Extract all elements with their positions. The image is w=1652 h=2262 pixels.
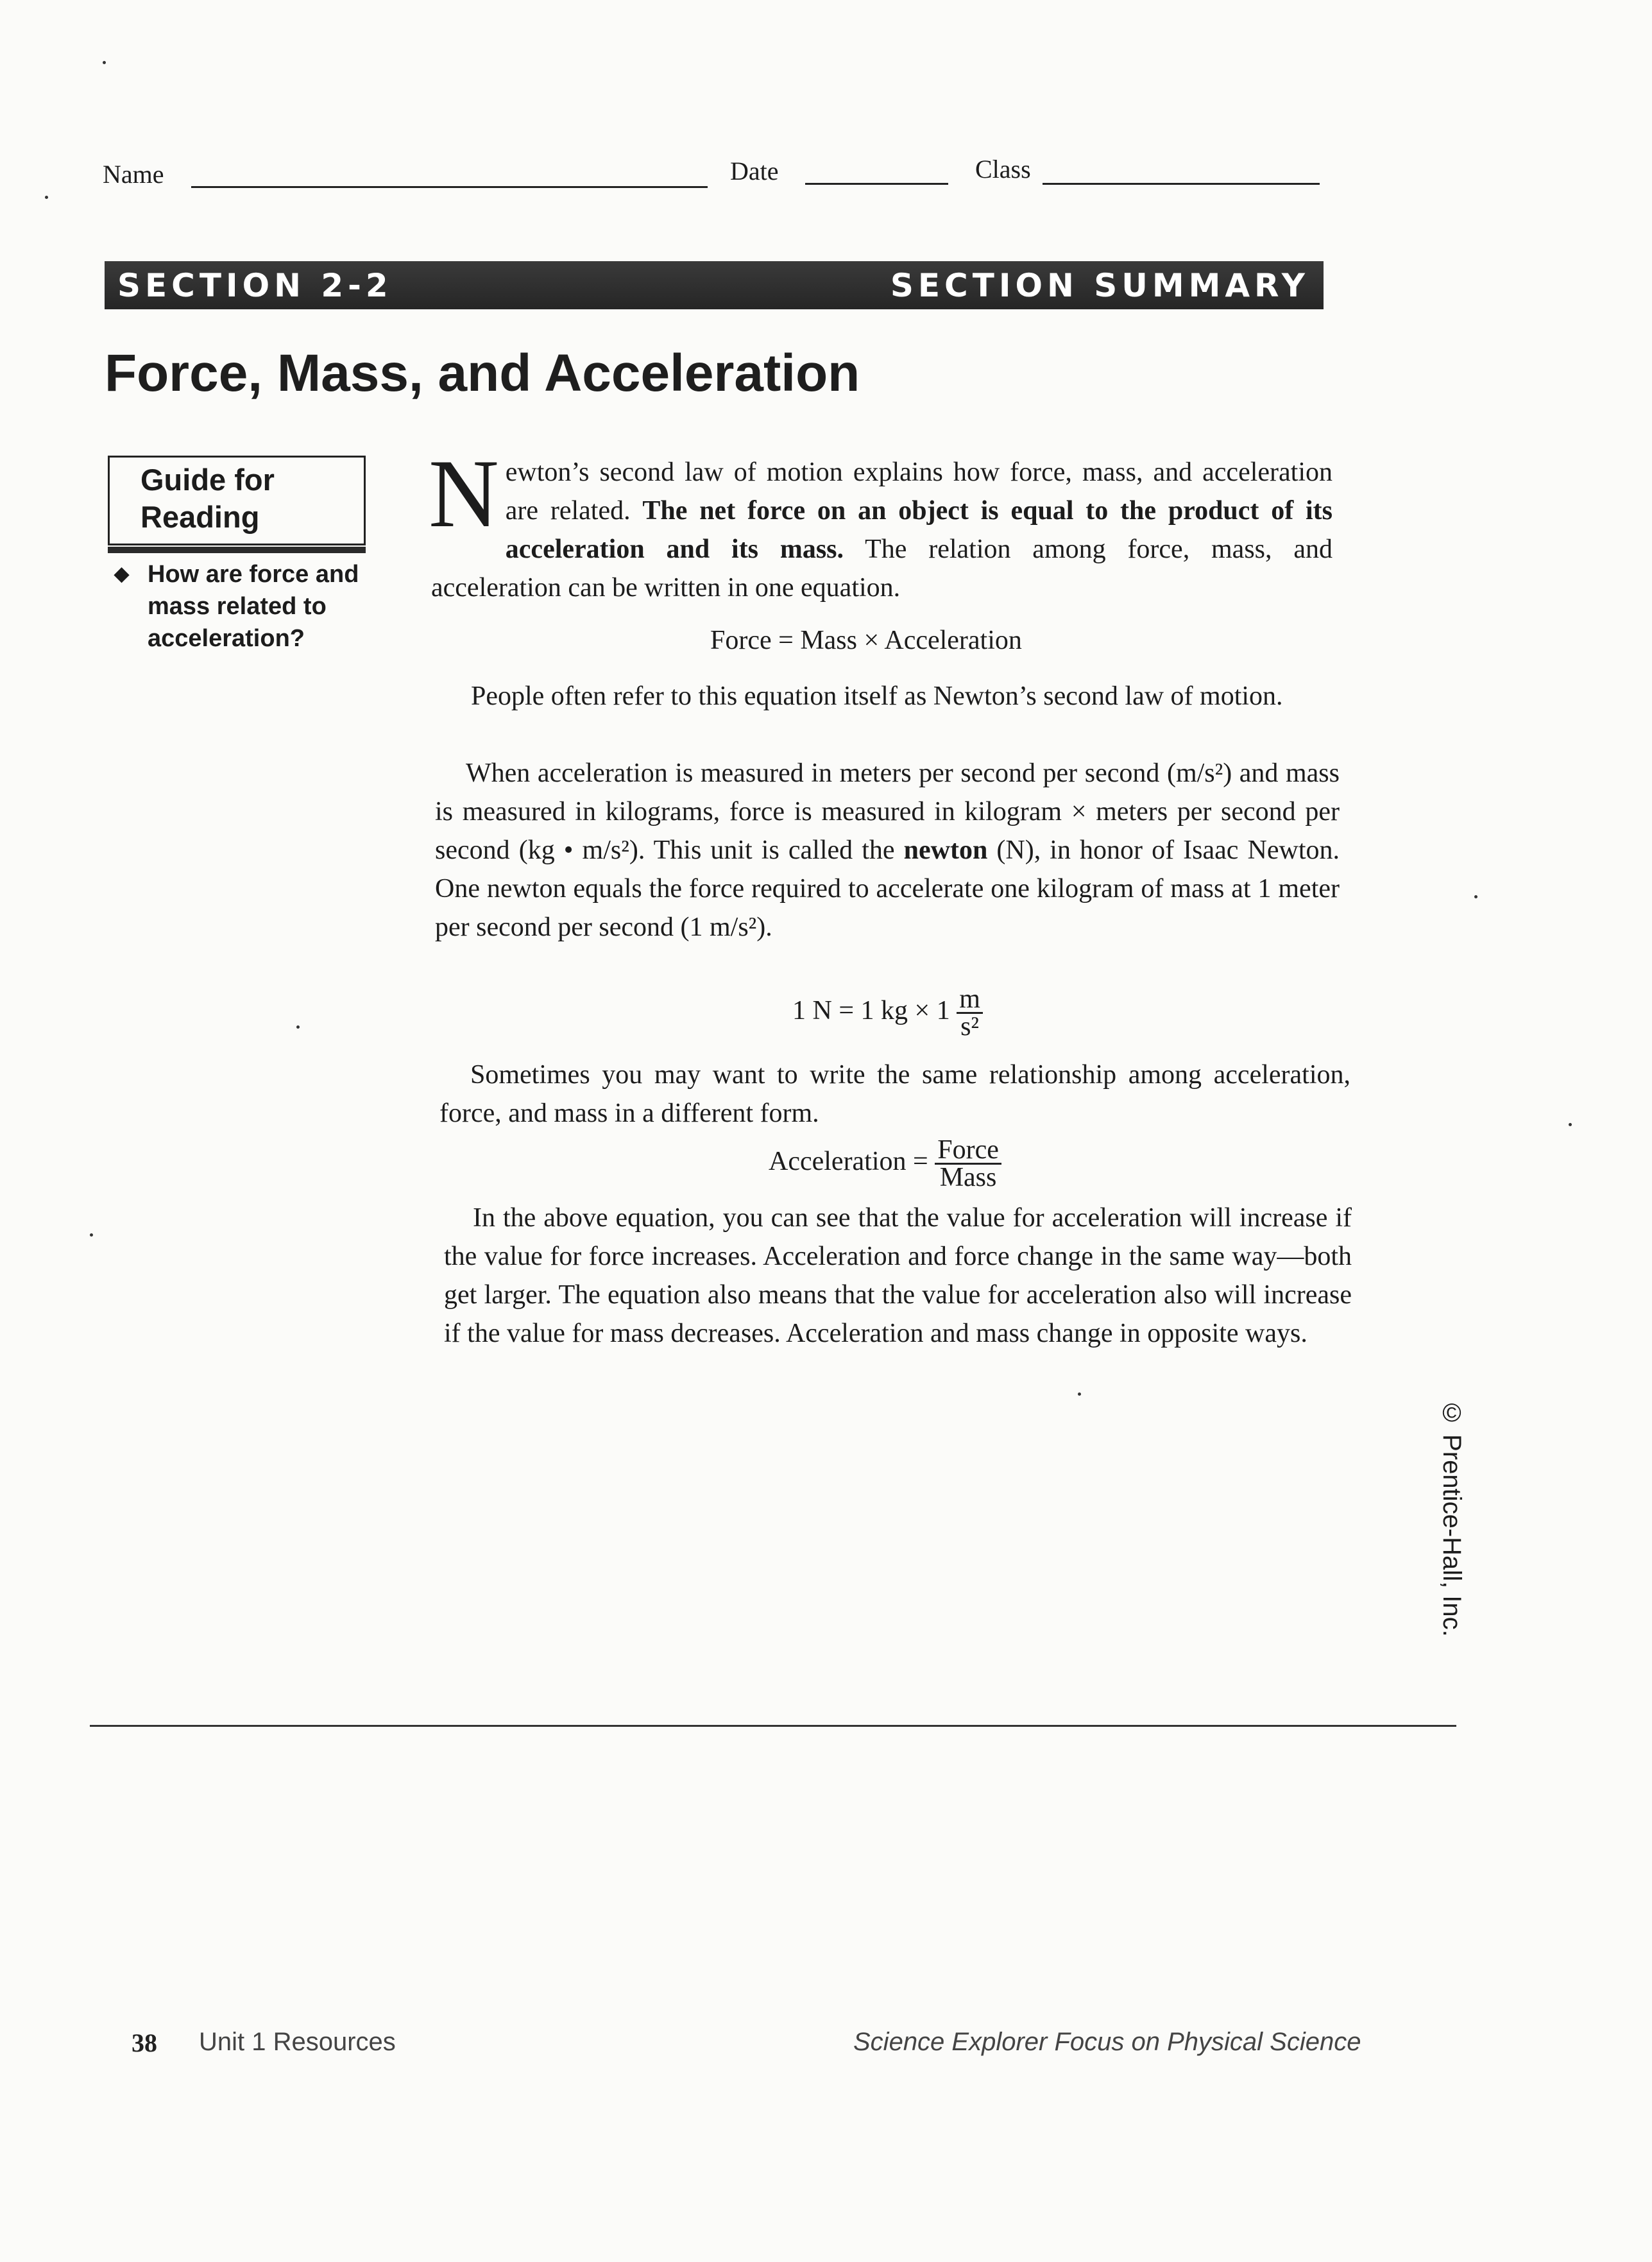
date-label: Date [730,157,779,185]
key-statement: The net force on an object is equal to the product of its acceleration and its mass. [505,496,1333,564]
paragraph-newton-unit: When acceleration is measured in meters per second per second (m/s²) and mass is measured in kilograms, force is measured in kilogram × meters per second per second (kg • m/s²). This unit is called the newton (N), in honor of Isaac Newton. One newton equals the force required to accelerate one kilogram of mass at 1 meter per second per second (1 m/s²). [435,758,1340,942]
section-bar [105,261,1324,309]
guide-heading-line1: Guide for [141,463,275,497]
scan-speck [1078,1392,1081,1396]
paragraph-different-form: Sometimes you may want to write the same relationship among acceleration, force, and mass in a different form. [439,1060,1350,1128]
scan-speck [296,1025,300,1029]
copyright-notice: © Prentice-Hall, Inc. [1438,1399,1466,1637]
scan-speck [1474,895,1477,898]
scan-speck [103,61,106,64]
fraction-force-over-mass: $\frac{\text{Force}}{\text{Mass}}$ [935,1137,1001,1190]
class-label: Class [975,155,1031,184]
newton-term: newton [903,835,988,865]
paragraph-second-law: People often refer to this equation itself as Newton’s second law of motion. [471,681,1283,711]
section-summary-label: SECTION SUMMARY [890,266,1309,304]
equation-force: Force = Mass × Acceleration [710,626,1022,655]
date-field[interactable] [805,183,948,185]
footer-divider [90,1725,1456,1727]
scan-speck [90,1233,93,1237]
guide-for-reading-box [108,456,366,545]
paragraph-intro: Newton’s second law of motion explains how force, mass, and acceleration are related. The net force on an object is equal to the product of its acceleration and its mass. The relation among force, mass, and acceleration can be written in one equation. [429,440,1333,603]
name-field[interactable] [191,186,708,188]
guide-heading-line2: Reading [141,500,260,534]
diamond-bullet-icon: ◆ [114,563,130,585]
footer-unit: Unit 1 Resources [199,2028,396,2056]
name-label: Name [103,160,164,189]
scan-speck [45,196,48,199]
fraction-m-per-s2: $\frac{m}{\text{s²}}$ [957,986,983,1040]
scan-speck [1569,1123,1572,1126]
equation-acceleration: Acceleration = $\frac{\text{Force}}{\text{Mass}}$ [769,1137,1001,1190]
guide-question [114,558,384,655]
drop-cap: N [429,440,499,547]
page-title: Force, Mass, and Acceleration [105,344,860,402]
page-number: 38 [132,2028,157,2057]
equation-newton: 1 N = 1 kg × 1 $\frac{m}{\text{s²}}$ [792,986,983,1040]
guide-divider [108,547,366,553]
class-field[interactable] [1043,183,1320,185]
guide-question-text: How are force and mass related to acceleration? [148,561,359,652]
footer-book-title: Science Explorer Focus on Physical Science [853,2028,1361,2056]
paragraph-explanation: In the above equation, you can see that the value for acceleration will increase if the value for force increases. Acceleration and force change in the same way—both get larger. The equation also means that the value for acceleration also will increase if the value for mass decreases. Acceleration and mass change in opposite ways. [444,1203,1352,1348]
section-number: SECTION 2-2 [117,266,393,304]
